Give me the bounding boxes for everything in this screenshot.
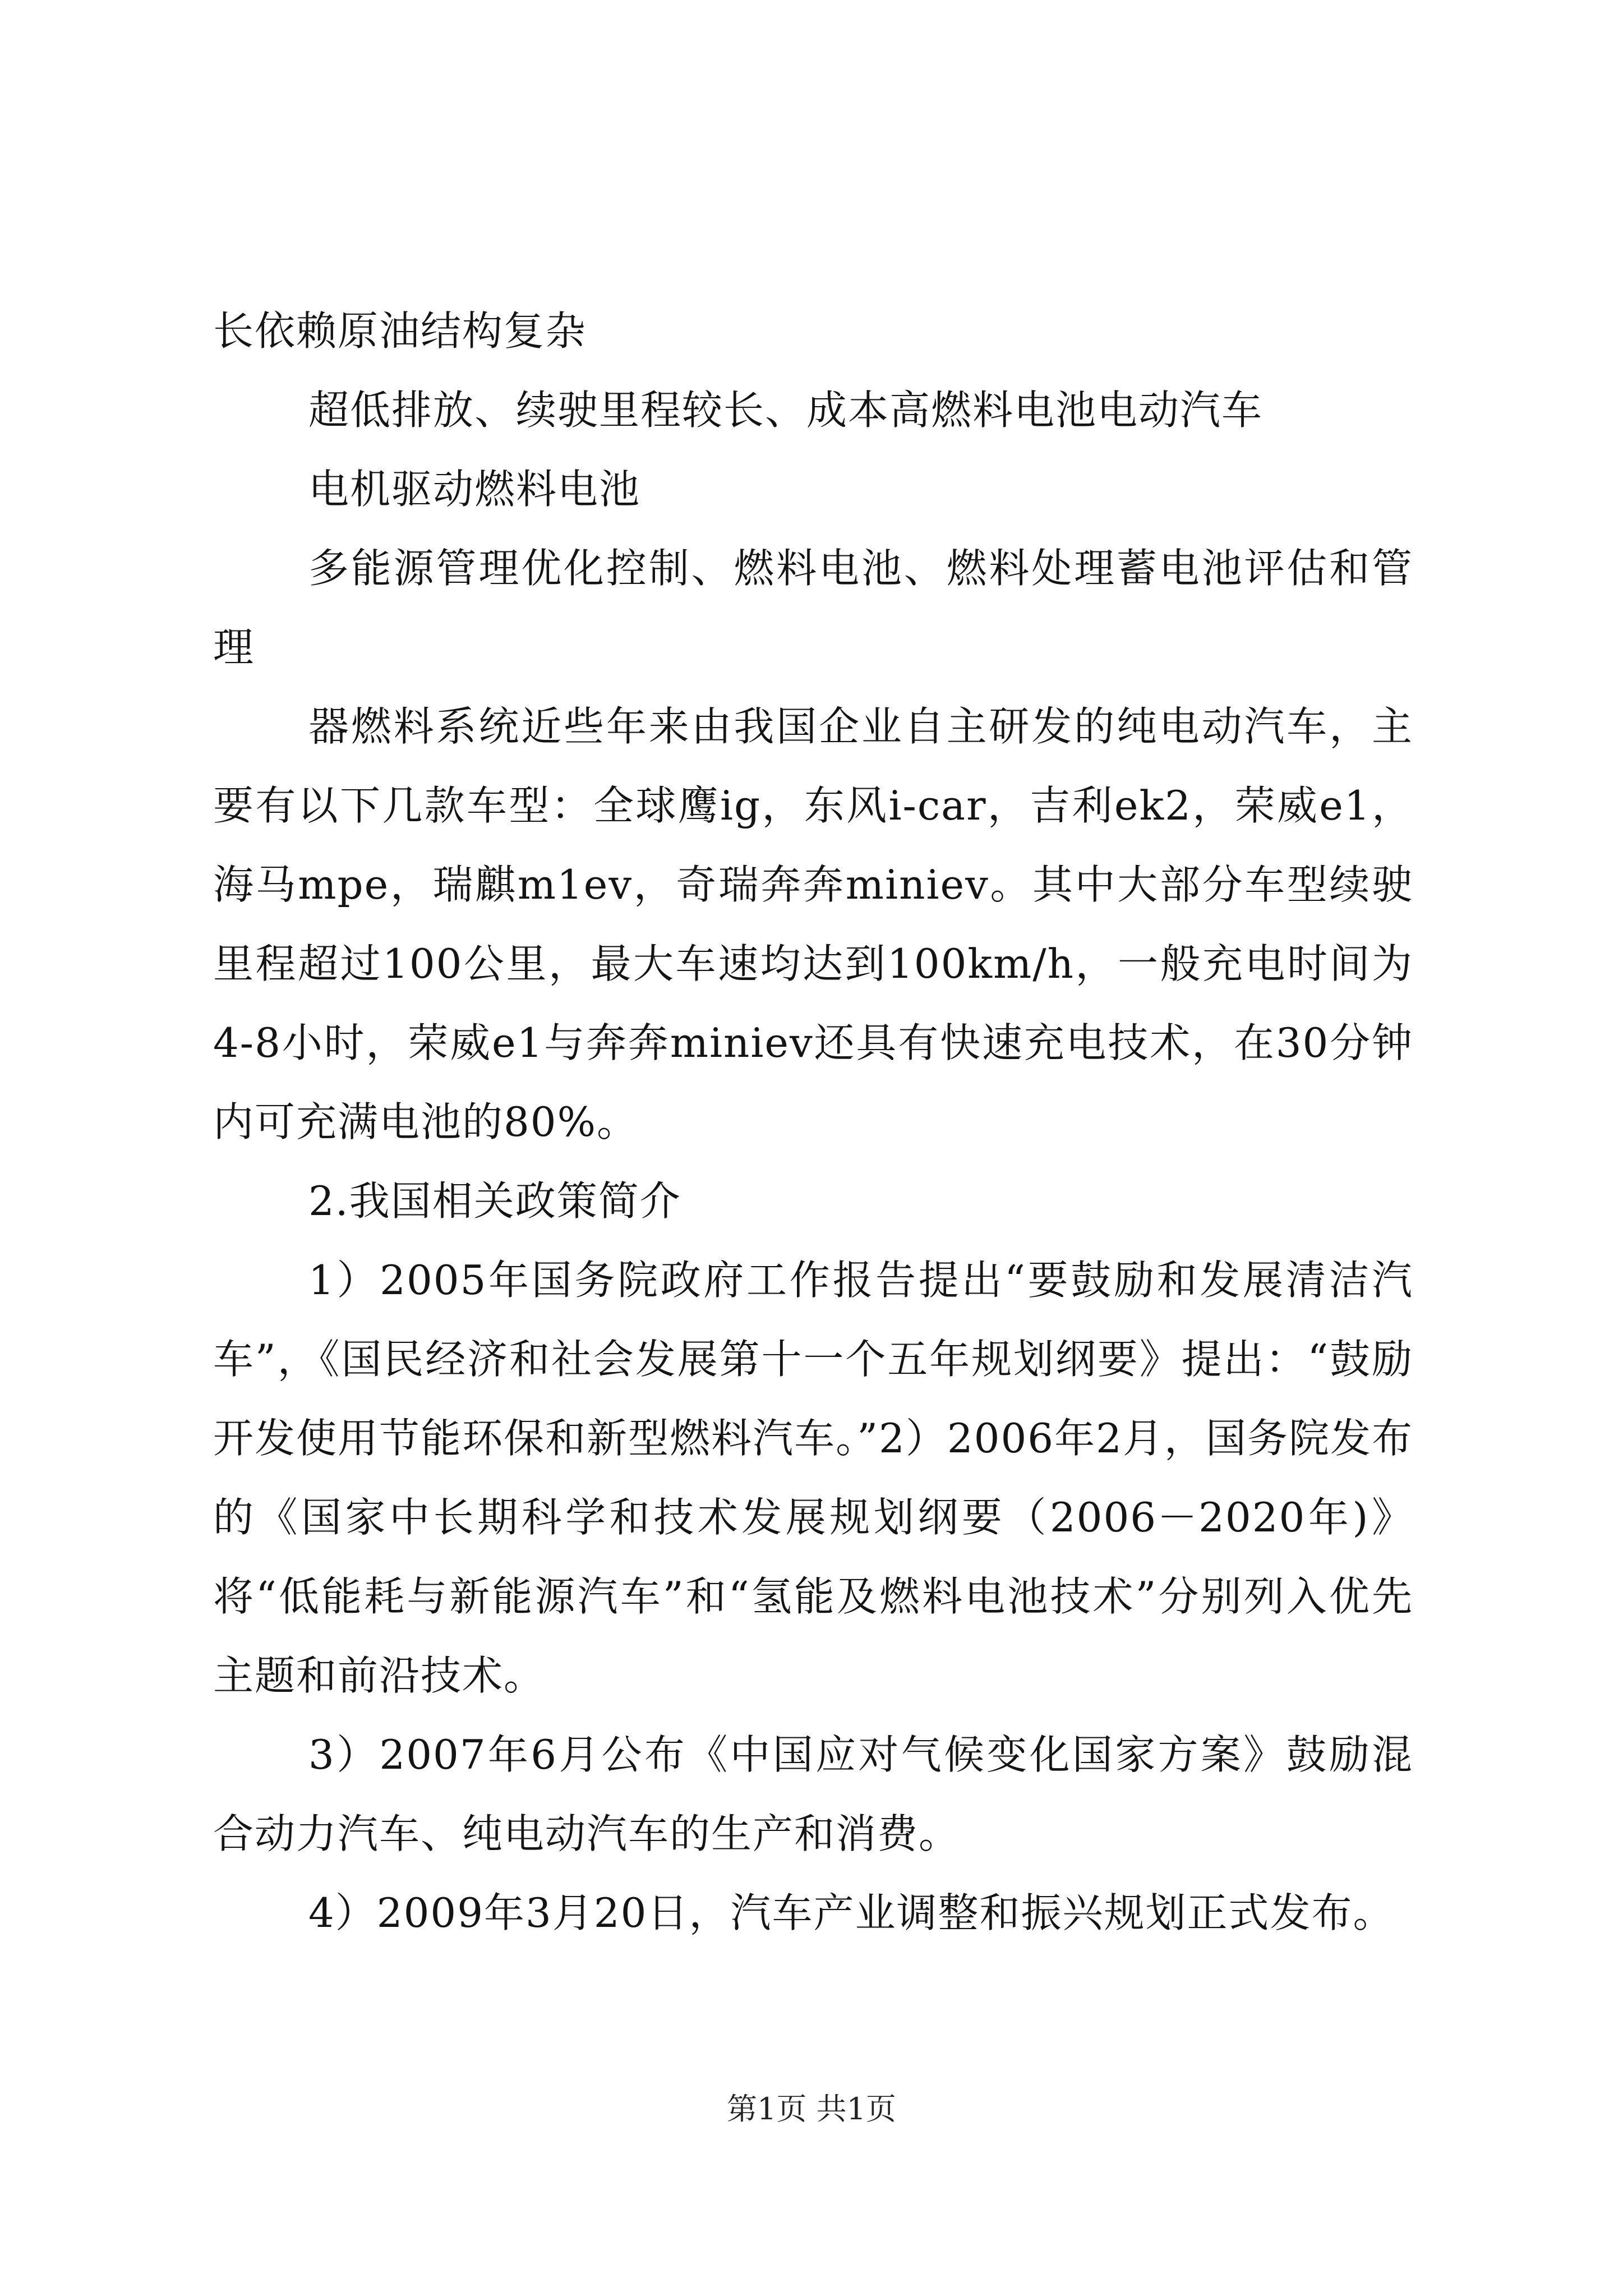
paragraph-policy-3: 3）2007年6月公布《中国应对气候变化国家方案》鼓励混合动力汽车、纯电动汽车的生产和消费。 — [213, 1731, 1413, 1857]
paragraph-policy-1: 1）2005年国务院政府工作报告提出“要鼓励和发展清洁汽车”，《国民经济和社会发展第十一个五年规划纲要》提出：“鼓励开发使用节能环保和新型燃料汽车。”2）2006年2月，国务院发布的《国家中长期科学和技术发展规划纲要（2006－2020年)》将“低能耗与新能源汽车”和“氢能及燃料电池技术”分别列入优先主题和前沿技术。 — [213, 1257, 1413, 1699]
document-body — [213, 292, 1413, 1953]
paragraph-2: 超低排放、续驶里程较长、成本高燃料电池电动汽车 — [308, 386, 1264, 434]
paragraph-1: 长依赖原油结构复杂 — [213, 307, 587, 355]
paragraph-policy-4: 4）2009年3月20日，汽车产业调整和振兴规划正式发布。 — [308, 1889, 1395, 1936]
section-heading-policy: 2.我国相关政策简介 — [308, 1177, 681, 1225]
paragraph-4: 多能源管理优化控制、燃料电池、燃料处理蓄电池评估和管理 — [213, 545, 1413, 671]
paragraph-5: 器燃料系统近些年来由我国企业自主研发的纯电动汽车，主要有以下几款车型：全球鹰ig，东风i-car，吉利ek2，荣威e1，海马mpe，瑞麒m1ev，奇瑞奔奔miniev。其中大部分车型续驶里程超过100公里，最大车速均达到100km/h，一般充电时间为4-8小时，荣威e1与奔奔miniev还具有快速充电技术，在30分钟内可充满电池的80%。 — [213, 703, 1413, 1145]
page-footer: 第1页 共1页 — [727, 2091, 896, 2127]
paragraph-3: 电机驱动燃料电池 — [308, 466, 641, 513]
